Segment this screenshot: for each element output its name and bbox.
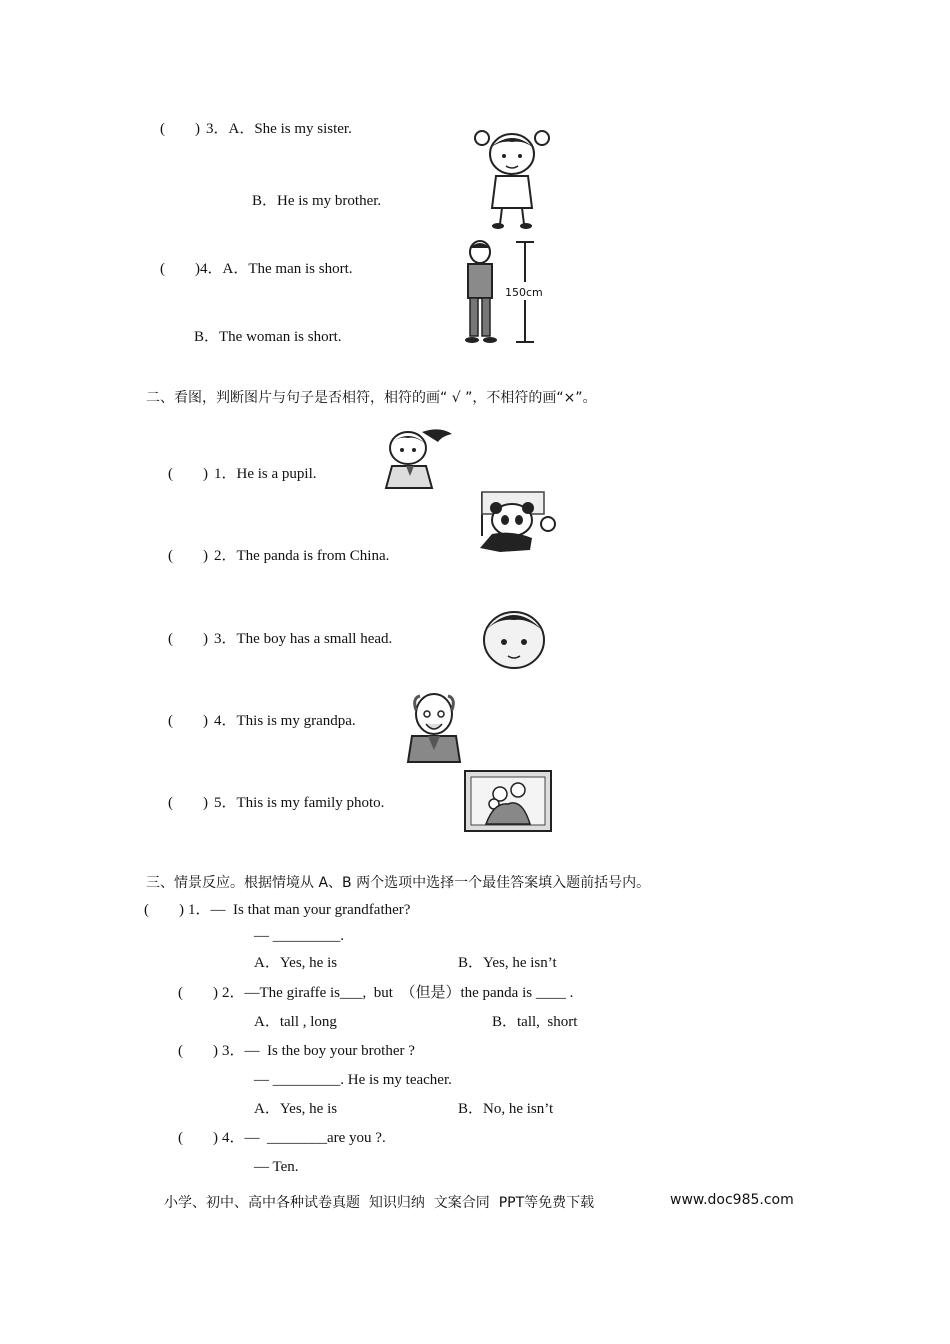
question-text: 4．— ________are you ?. [222,1130,386,1146]
statement: 1．He is a pupil. [214,466,317,482]
question-text: 4．A．The man is short. [200,261,353,277]
option-b: B．No, he isn’t [458,1101,554,1117]
answer-paren[interactable]: ( ) [160,121,200,137]
section-heading: 二、看图，判断图片与句子是否相符，相符的画“ √ ”，不相符的画“×”。 [146,390,597,406]
section-heading: 三、情景反应。根据情境从 A、B 两个选项中选择一个最佳答案填入题前括号内。 [146,875,651,891]
panda-flag-illustration [470,490,562,567]
girl-illustration [474,126,550,235]
question-text: 2．—The giraffe is___, but （但是）the panda is ____ . [222,985,574,1001]
statement: 5．This is my family photo. [214,795,385,811]
pupil-girl-illustration [382,426,456,499]
boy-head-illustration [476,604,552,675]
footer-text: 小学、初中、高中各种试卷真题 知识归纳 文案合同 PPT等免费下载 [164,1195,595,1211]
answer-blank: — Ten. [254,1159,299,1175]
answer-paren[interactable]: ( ) [178,1043,218,1059]
man-height-illustration [458,238,554,353]
answer-paren[interactable]: ( ) [178,1130,218,1146]
question-text: 3．— Is the boy your brother ? [222,1043,415,1059]
option-a: A．Yes, he is [254,1101,338,1117]
statement: 3．The boy has a small head. [214,631,393,647]
answer-paren[interactable]: ( ) [168,548,208,564]
option-b: B．The woman is short. [194,329,342,345]
question-text: 1．— Is that man your grandfather? [188,902,411,918]
answer-paren[interactable]: ( ) [178,985,218,1001]
answer-paren[interactable]: ( ) [160,261,200,277]
answer-paren[interactable]: ( ) [168,713,208,729]
answer-paren[interactable]: ( ) [168,631,208,647]
option-b: B．Yes, he isn’t [458,955,557,971]
family-photo-illustration [464,770,552,837]
answer-paren[interactable]: ( ) [168,795,208,811]
option-b: B．He is my brother. [252,193,382,209]
option-a: A．tall , long [254,1014,337,1030]
statement: 4．This is my grandpa. [214,713,356,729]
footer-url[interactable]: www.doc985.com [670,1192,794,1208]
answer-blank: — _________. [254,928,344,944]
question-text: 3．A．She is my sister. [206,121,352,137]
statement: 2．The panda is from China. [214,548,390,564]
answer-blank: — _________. He is my teacher. [254,1072,452,1088]
option-b: B．tall, short [492,1014,578,1030]
answer-paren[interactable]: ( ) [144,902,184,918]
option-a: A．Yes, he is [254,955,338,971]
answer-paren[interactable]: ( ) [168,466,208,482]
grandpa-illustration [404,690,464,769]
height-label: 150cm [505,286,543,299]
